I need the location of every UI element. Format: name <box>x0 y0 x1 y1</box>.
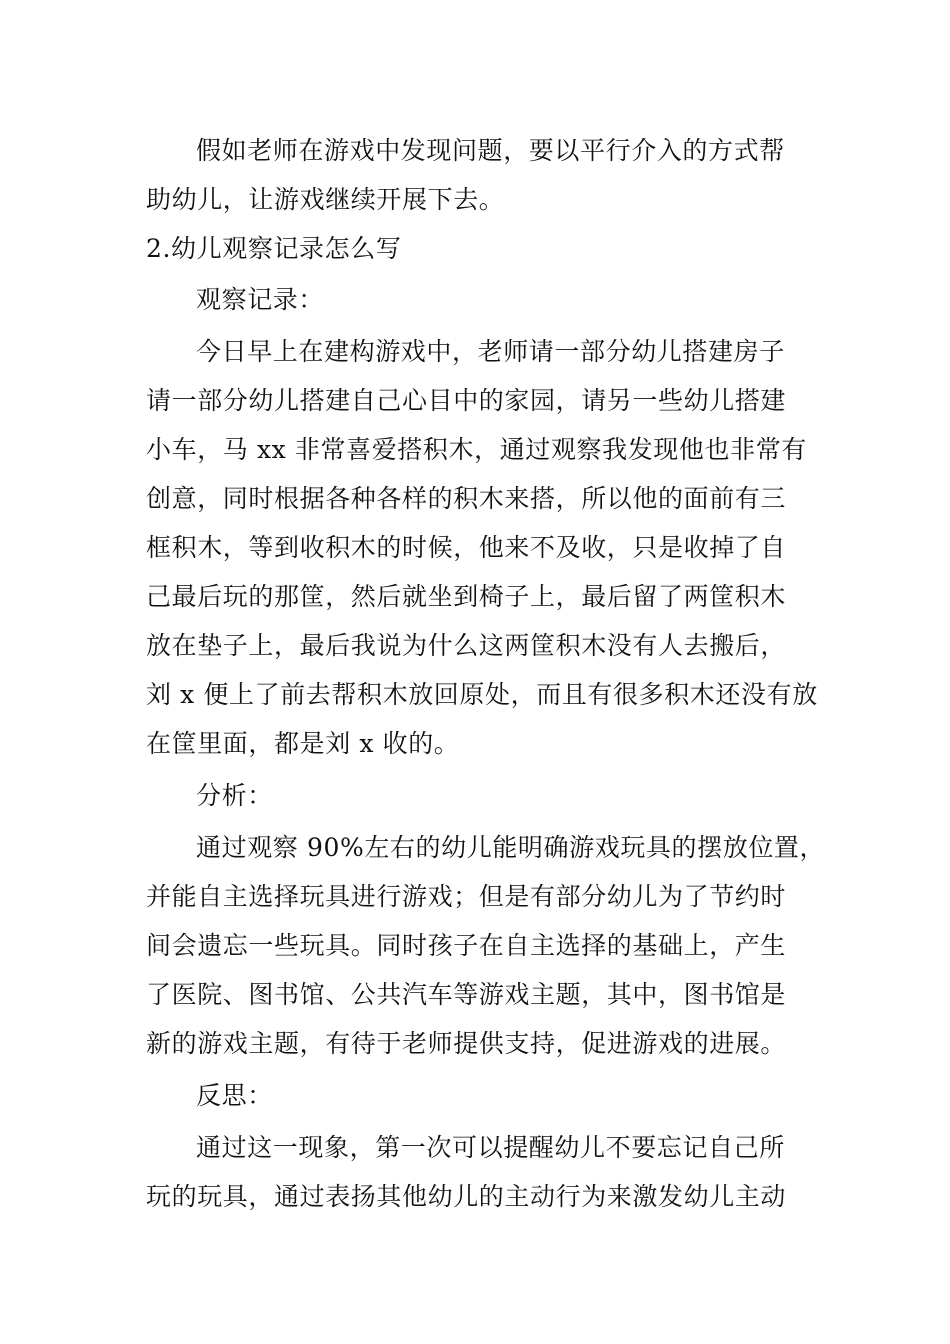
paragraph-line: 在筐里面，都是刘 x 收的。 <box>146 729 460 758</box>
paragraph-line: 请一部分幼儿搭建自己心目中的家园，请另一些幼儿搭建 <box>146 386 787 415</box>
subheading-analysis: 分析： <box>196 781 273 810</box>
paragraph-line: 玩的玩具，通过表扬其他幼儿的主动行为来激发幼儿主动 <box>146 1182 787 1211</box>
paragraph-line: 新的游戏主题，有待于老师提供支持，促进游戏的进展。 <box>146 1029 787 1058</box>
paragraph-line: 助幼儿，让游戏继续开展下去。 <box>146 185 505 214</box>
paragraph-line: 间会遗忘一些玩具。同时孩子在自主选择的基础上，产生 <box>146 931 787 960</box>
paragraph-line: 小车，马 xx 非常喜爱搭积木，通过观察我发现他也非常有 <box>146 435 807 464</box>
paragraph-line: 假如老师在游戏中发现问题，要以平行介入的方式帮 <box>196 136 785 165</box>
section-heading: 2.幼儿观察记录怎么写 <box>146 234 402 263</box>
paragraph-line: 刘 x 便上了前去帮积木放回原处，而且有很多积木还没有放 <box>146 680 818 709</box>
paragraph-line: 了医院、图书馆、公共汽车等游戏主题，其中，图书馆是 <box>146 980 787 1009</box>
paragraph-line: 今日早上在建构游戏中，老师请一部分幼儿搭建房子 <box>196 337 785 366</box>
paragraph-line: 己最后玩的那筐，然后就坐到椅子上，最后留了两筐积木 <box>146 582 787 611</box>
paragraph-line: 通过这一现象，第一次可以提醒幼儿不要忘记自己所 <box>196 1133 785 1162</box>
subheading-reflection: 反思： <box>196 1081 273 1110</box>
paragraph-line: 框积木，等到收积木的时候，他来不及收，只是收掉了自 <box>146 533 787 562</box>
paragraph-line: 创意，同时根据各种各样的积木来搭，所以他的面前有三 <box>146 484 787 513</box>
subheading-observation: 观察记录： <box>196 285 325 314</box>
paragraph-line: 并能自主选择玩具进行游戏；但是有部分幼儿为了节约时 <box>146 882 787 911</box>
paragraph-line: 放在垫子上，最后我说为什么这两筐积木没有人去搬后， <box>146 631 787 660</box>
paragraph-line: 通过观察 90%左右的幼儿能明确游戏玩具的摆放位置， <box>196 833 826 862</box>
